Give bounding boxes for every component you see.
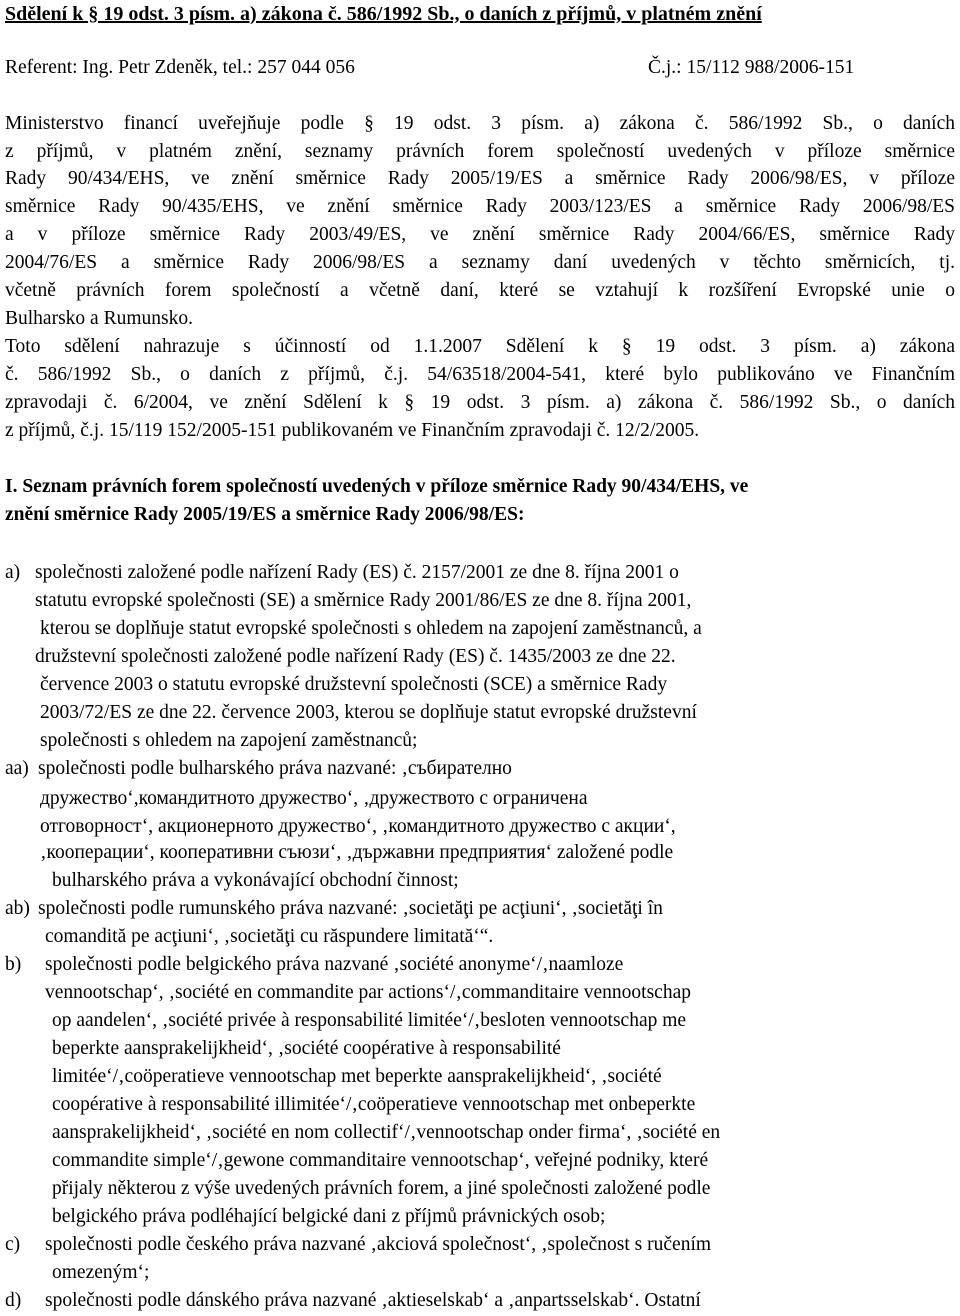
item-a-line: statutu evropské společnosti (SE) a směrnice Rady 2001/86/ES ze dne 8. října 2001, (35, 590, 692, 611)
item-a-line: družstevní společnosti založené podle nařízení Rady (ES) č. 1435/2003 ze dne 22. (35, 646, 676, 667)
item-b-line: coopérative à responsabilité illimitée‘/‚coöperatieve vennootschap met onbeperkte (52, 1094, 696, 1115)
section-heading: I. Seznam právních forem společností uvedených v příloze směrnice Rady 90/434/EHS, ve (5, 476, 749, 497)
replacement-line: z příjmů, č.j. 15/119 152/2005-151 publikovaném ve Finančním zpravodaji č. 12/2/2005. (5, 420, 700, 441)
intro-line: Ministerstvo financí uveřejňuje podle § 19 odst. 3 písm. a) zákona č. 586/1992 Sb., o daních (5, 113, 955, 134)
replacement-line: Toto sdělení nahrazuje s účinností od 1.1.2007 Sdělení k § 19 odst. 3 písm. a) zákona (5, 336, 955, 357)
item-a-line: společnosti založené podle nařízení Rady (ES) č. 2157/2001 ze dne 8. října 2001 o (35, 562, 679, 583)
item-aa-line: отговорност‘, акционерното дружество‘, ‚командитното дружество с акции‘, (40, 816, 676, 837)
item-label-aa: aa) (5, 758, 29, 779)
document-title: Sdělení k § 19 odst. 3 písm. a) zákona č. 586/1992 Sb., o daních z příjmů, v platném znění (5, 3, 762, 25)
item-a-line: kterou se doplňuje statut evropské společnosti s ohledem na zapojení zaměstnanců, a (40, 618, 702, 639)
reference-number: Č.j.: 15/112 988/2006-151 (648, 57, 855, 78)
item-b-line: společnosti podle belgického práva nazvané ‚société anonyme‘/‚naamloze (45, 954, 624, 975)
replacement-line: zpravodaji č. 6/2004, ve znění Sdělení k § 19 odst. 3 písm. a) zákona č. 586/1992 Sb., o daních (5, 392, 955, 413)
item-label-c: c) (5, 1234, 21, 1255)
item-b-line: op aandelen‘, ‚société privée à responsabilité limitée‘/‚besloten vennootschap me (52, 1010, 687, 1031)
item-label-d: d) (5, 1290, 22, 1311)
item-a-line: 2003/72/ES ze dne 22. července 2003, kterou se doplňuje statut evropské družstevní (40, 702, 697, 723)
item-label-a: a) (5, 562, 21, 583)
intro-line: včetně právních forem společností a včetně daní, které se vztahují k rozšíření Evropské unie o (5, 280, 955, 301)
item-b-line: beperkte aansprakelijkheid‘, ‚société coopérative à responsabilité (52, 1038, 561, 1059)
intro-line: 2004/76/ES a směrnice Rady 2006/98/ES a seznamy daní uvedených v těchto směrnicích, tj. (5, 252, 955, 273)
item-a-line: společnosti s ohledem na zapojení zaměstnanců; (40, 730, 418, 751)
intro-line: a v příloze směrnice Rady 2003/49/ES, ve znění směrnice Rady 2004/66/ES, směrnice Rady (5, 224, 955, 245)
item-b-line: limitée‘/‚coöperatieve vennootschap met beperkte aansprakelijkheid‘, ‚société (52, 1066, 662, 1087)
item-label-b: b) (5, 954, 22, 975)
item-b-line: vennootschap‘, ‚société en commandite par actions‘/‚commanditaire vennootschap (45, 982, 691, 1003)
item-aa-line: дружество‘,командитното дружество‘, ‚дружеството с ограничена (40, 788, 588, 809)
item-ab-line: comandită pe acţiuni‘, ‚societăţi cu răspundere limitată‘“. (45, 926, 494, 947)
replacement-line: č. 586/1992 Sb., o daních z příjmů, č.j. 54/63518/2004-541, které bylo publikováno ve Finančním (5, 364, 955, 385)
item-aa-line: společnosti podle bulharského práva nazvané: ‚събирателно (38, 758, 512, 779)
item-label-ab: ab) (5, 898, 30, 919)
item-ab-line: společnosti podle rumunského práva nazvané: ‚societăţi pe acţiuni‘, ‚societăţi în (38, 898, 663, 919)
item-c-line: společnosti podle českého práva nazvané ‚akciová společnost‘, ‚společnost s ručením (45, 1234, 712, 1255)
item-b-line: commandite simple‘/‚gewone commanditaire vennootschap‘, veřejné podniky, které (52, 1150, 709, 1171)
referent-line: Referent: Ing. Petr Zdeněk, tel.: 257 044 056 (5, 57, 355, 78)
item-aa-line: ‚кооперации‘, кооперативни съюзи‘, ‚държавни предприятия‘ založené podle (40, 842, 674, 863)
item-b-line: aansprakelijkheid‘, ‚société en nom collectif‘/‚vennootschap onder firma‘, ‚société en (52, 1122, 721, 1143)
intro-line: Bulharsko a Rumunsko. (5, 308, 193, 329)
item-b-line: belgického práva podléhající belgické dani z příjmů právnických osob; (52, 1206, 606, 1227)
section-heading: znění směrnice Rady 2005/19/ES a směrnice Rady 2006/98/ES: (5, 504, 525, 525)
item-b-line: přijaly některou z výše uvedených právních forem, a jiné společnosti založené podle (52, 1178, 711, 1199)
item-a-line: července 2003 o statutu evropské družstevní společnosti (SCE) a směrnice Rady (40, 674, 668, 695)
item-d-line: společnosti podle dánského práva nazvané ‚aktieselskab‘ a ‚anpartsselskab‘. Ostatní (45, 1290, 701, 1311)
intro-line: směrnice Rady 90/435/EHS, ve znění směrnice Rady 2003/123/ES a směrnice Rady 2006/98/ES (5, 196, 955, 217)
item-c-line: omezeným‘; (52, 1262, 150, 1283)
intro-line: Rady 90/434/EHS, ve znění směrnice Rady 2005/19/ES a směrnice Rady 2006/98/ES, v příloze (5, 168, 955, 189)
intro-line: z příjmů, v platném znění, seznamy právních forem společností uvedených v příloze směrnice (5, 141, 955, 162)
item-aa-line: bulharského práva a vykonávající obchodní činnost; (52, 870, 459, 891)
